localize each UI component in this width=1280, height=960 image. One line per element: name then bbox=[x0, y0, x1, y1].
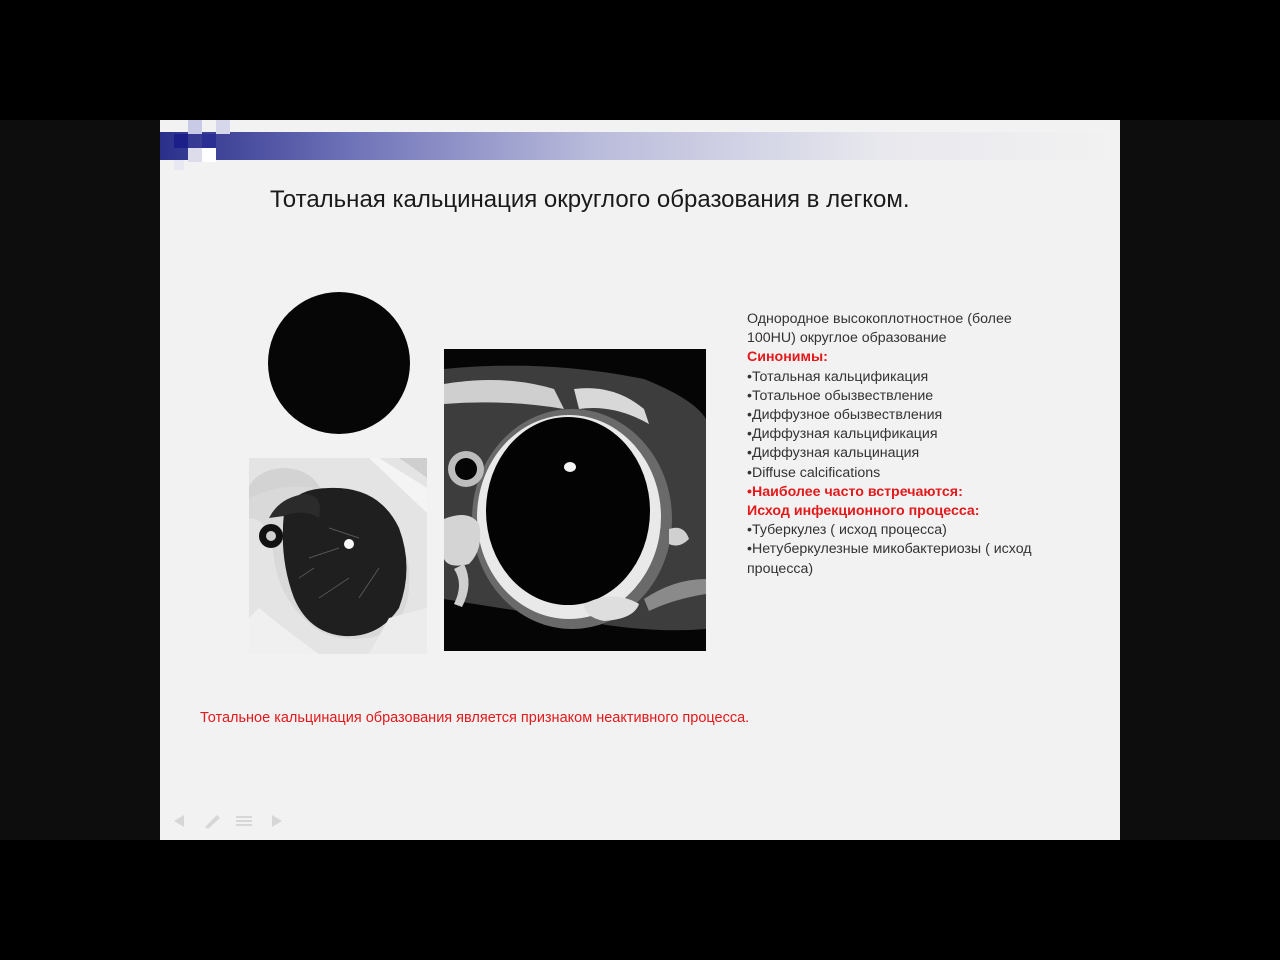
lung-window-ct-image bbox=[249, 458, 427, 654]
synonym-item: •Тотальная кальцификация bbox=[747, 368, 929, 385]
menu-icon[interactable] bbox=[234, 813, 254, 829]
nodule-mask-circle bbox=[268, 292, 410, 434]
outcome-item: •Нетуберкулезные микобактериозы ( исход bbox=[747, 541, 1032, 558]
description-text-block bbox=[747, 310, 1077, 579]
slide-header-bar bbox=[160, 132, 1120, 160]
pen-icon[interactable] bbox=[202, 813, 222, 829]
synonym-item: •Тотальное обызвествление bbox=[747, 387, 934, 404]
letterbox-right bbox=[1120, 120, 1280, 840]
synonym-item: •Diffuse calcifications bbox=[747, 464, 881, 481]
description-line-2: 100HU) округлое образование bbox=[747, 330, 947, 347]
lung-window-graphic bbox=[249, 458, 427, 654]
synonym-item: •Диффузная кальцинация bbox=[747, 445, 920, 462]
presentation-slide bbox=[160, 120, 1120, 840]
synonym-item: •Диффузное обызвествления bbox=[747, 407, 943, 424]
letterbox-bottom bbox=[0, 840, 1280, 960]
synonyms-heading: Синонимы: bbox=[747, 349, 828, 366]
ct-slice-graphic bbox=[444, 349, 706, 651]
outcome-heading: Исход инфекционного процесса: bbox=[747, 503, 980, 520]
letterbox-top bbox=[0, 0, 1280, 120]
description-line-1: Однородное высокоплотностное (более bbox=[747, 311, 1012, 327]
slide-title: Тотальная кальцинация округлого образования в легком. bbox=[270, 186, 910, 213]
footer-note: Тотальное кальцинация образования является признаком неактивного процесса. bbox=[200, 710, 750, 726]
mediastinal-window-ct-image bbox=[444, 349, 706, 651]
arrow-right-icon[interactable] bbox=[266, 813, 286, 829]
header-squares-decoration bbox=[160, 120, 250, 180]
arrow-left-icon[interactable] bbox=[170, 813, 190, 829]
segmented-nodule-image bbox=[256, 284, 428, 436]
slideshow-nav-controls bbox=[170, 810, 286, 832]
letterbox-left bbox=[0, 120, 160, 840]
synonym-item: •Диффузная кальцификация bbox=[747, 426, 938, 443]
frequent-heading: •Наиболее часто встречаются: bbox=[747, 483, 963, 500]
outcome-item: процесса) bbox=[747, 560, 814, 577]
outcome-item: •Туберкулез ( исход процесса) bbox=[747, 522, 947, 539]
